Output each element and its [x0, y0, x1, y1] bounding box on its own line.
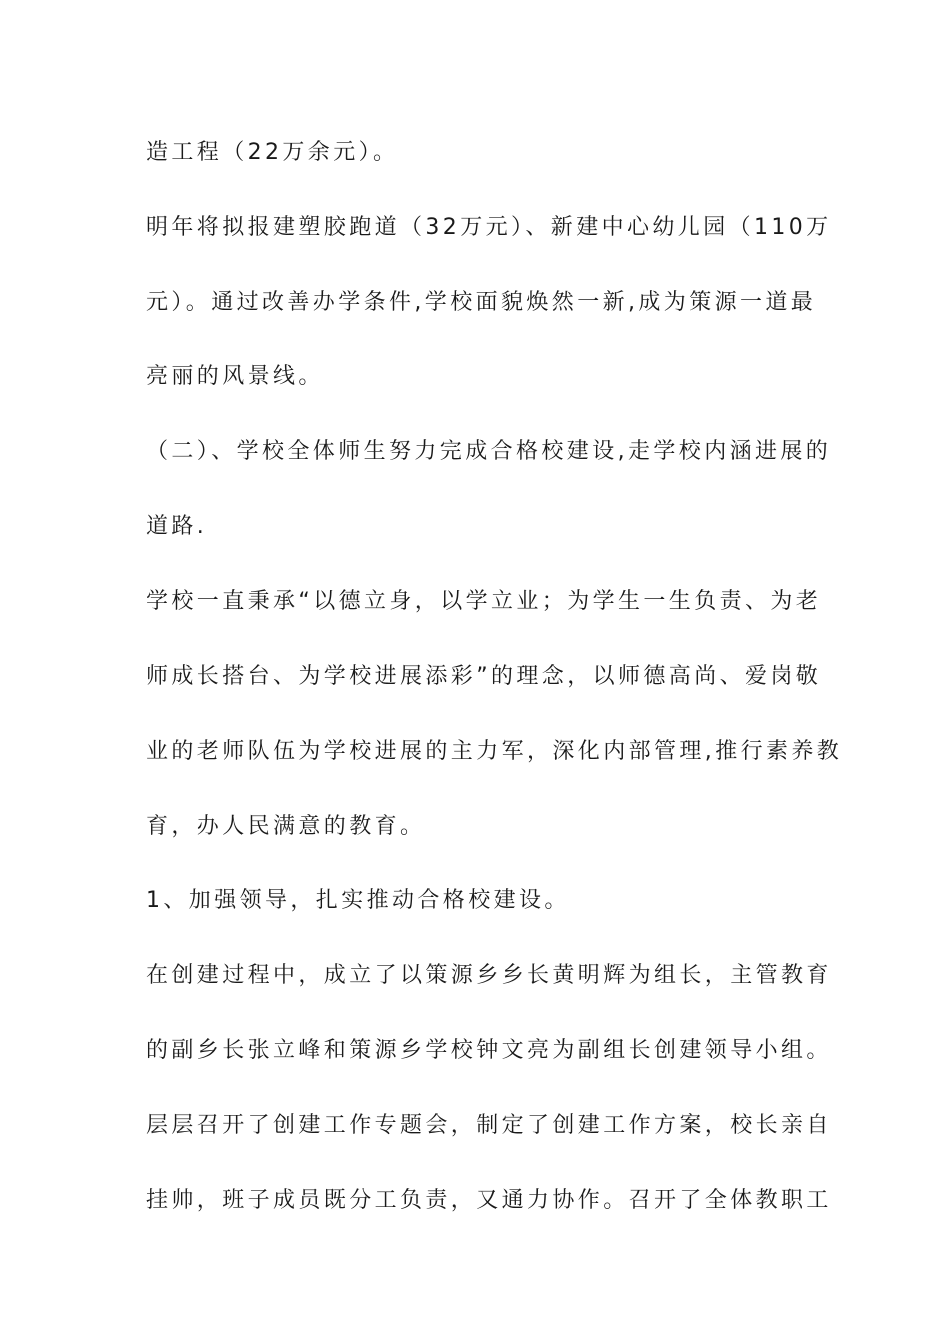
text-line: 在创建过程中，成立了以策源乡乡长黄明辉为组长，主管教育 — [146, 963, 832, 988]
text-line: 挂帅，班子成员既分工负责，又通力协作。召开了全体教职工 — [146, 1188, 832, 1213]
text-line: 元）。通过改善办学条件,学校面貌焕然一新,成为策源一道最 — [146, 290, 817, 315]
text-line: 层层召开了创建工作专题会，制定了创建工作方案，校长亲自 — [146, 1113, 832, 1138]
text-line: 师成长搭台、为学校进展添彩”的理念，以师德高尚、爱岗敬 — [146, 664, 822, 689]
text-line: 明年将拟报建塑胶跑道（32万元）、新建中心幼儿园（110万 — [146, 215, 832, 240]
text-line: 学校一直秉承“以德立身，以学立业；为学生一生负责、为老 — [146, 589, 822, 614]
text-line: 育，办人民满意的教育。 — [146, 814, 426, 839]
section-heading-line: （二）、学校全体师生努力完成合格校建设,走学校内涵进展的 — [146, 439, 832, 464]
text-line: 业的老师队伍为学校进展的主力军，深化内部管理,推行素养教 — [146, 739, 843, 764]
subsection-heading-line: 1、加强领导，扎实推动合格校建设。 — [146, 888, 570, 913]
text-line: 的副乡长张立峰和策源乡学校钟文亮为副组长创建领导小组。 — [146, 1038, 832, 1063]
section-heading-line: 道路. — [146, 514, 208, 539]
text-line: 亮丽的风景线。 — [146, 364, 324, 389]
text-line: 造工程（22万余元）。 — [146, 140, 399, 165]
